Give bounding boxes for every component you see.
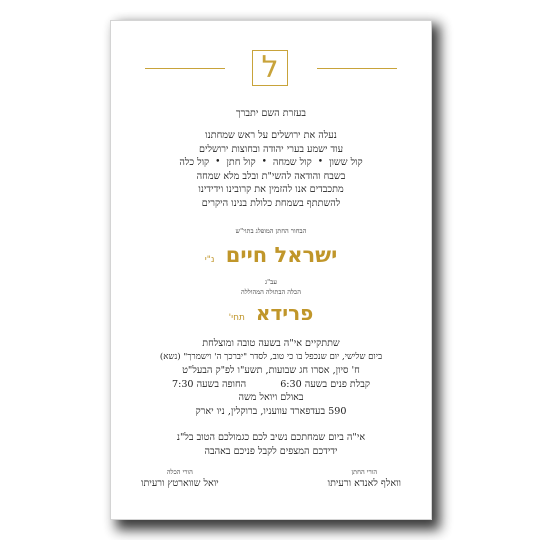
separator-dot: • <box>261 157 267 168</box>
closing-line: ידידכם המצפים לקבל פניכם באהבה <box>204 445 338 457</box>
event-line: ביום שלישי, יום שנכפל בו כי טוב, לסדר "יברכך ה' וישמרך" (נשא) <box>159 351 383 362</box>
intro-block <box>111 129 431 211</box>
groom-honorific: נ"י <box>204 255 215 265</box>
groom-title: הבחור החתן המופלג בתוי"ש <box>235 227 307 235</box>
intro-line: נעלה את ירושלים על ראש שמחתנו <box>205 130 337 141</box>
header-text: בעזרת השם יתברך <box>235 108 307 119</box>
groom-parents-title: הורי החתן <box>351 468 378 476</box>
closing-block <box>111 431 431 458</box>
event-line: ח' סיון, אסרו חג שבועות, תשע"ו לפ"ק הבעל"ט <box>182 365 360 377</box>
closing-line: אי"ה ביום שמחתכם נשיב לכם כגמולכם הטוב בל"נ <box>176 432 366 443</box>
invitation-card <box>110 20 432 520</box>
reception-time: קבלת פנים בשעה 6:30 <box>280 378 371 390</box>
bride-honorific: תחי' <box>228 313 245 323</box>
bride-name: פרידא <box>255 301 314 325</box>
bride-parents-name: יואל שווארטץ ורעיתו <box>141 478 219 489</box>
intro-line: מתכבדים אנו להזמין את קרובינו וידידינו <box>198 184 344 196</box>
ornament-line-left <box>145 68 225 69</box>
bride-title: הכלה הבתולה המהוללה <box>241 288 301 296</box>
blessing-item: קול שמחה <box>272 157 312 169</box>
separator-dot: • <box>317 157 324 168</box>
groom-parents-name: וואלף לאנדא ורעיתו <box>327 478 401 489</box>
groom-name: ישראל חיים <box>225 243 338 267</box>
bride-parents-title: הורי הכלה <box>166 468 193 476</box>
intro-line: להשתתף בשמחת כלולת בנינו היקרים <box>201 197 341 209</box>
blessing-item: קול ששון <box>329 157 363 169</box>
connector-text: עב"ג <box>265 278 277 286</box>
signatures <box>111 467 431 491</box>
separator-dot: • <box>215 157 221 168</box>
ornament-line-right <box>317 68 397 69</box>
blessing-item: קול חתן <box>226 157 256 169</box>
venue-address: 590 בעדפארד עוועניו, ברוקלין, ניו יארק <box>195 405 347 417</box>
venue-name: באולם ויואל משה <box>238 392 304 404</box>
times-row <box>111 378 431 392</box>
groom-section <box>111 226 431 332</box>
blessing-item: קול כלה <box>179 157 210 169</box>
intro-line: עוד ישמע בערי יהודה ובחוצות ירושלים <box>198 143 344 155</box>
bride-parents-signature <box>141 467 219 491</box>
chuppah-time: החופה בשעה 7:30 <box>171 378 247 390</box>
bride-name-line <box>111 299 431 332</box>
intro-line: בשבח והודאה להשי"ת ובלב מלא שמחה <box>196 170 346 182</box>
groom-parents-signature <box>328 467 401 491</box>
event-details <box>111 337 431 419</box>
blessing-row <box>111 156 431 170</box>
groom-name-line <box>111 240 431 275</box>
invitation-header <box>111 107 431 121</box>
event-line: שתתקיים אי"ה בשעה טובה ומוצלחת <box>202 338 340 349</box>
monogram-letter: ל <box>252 50 288 86</box>
